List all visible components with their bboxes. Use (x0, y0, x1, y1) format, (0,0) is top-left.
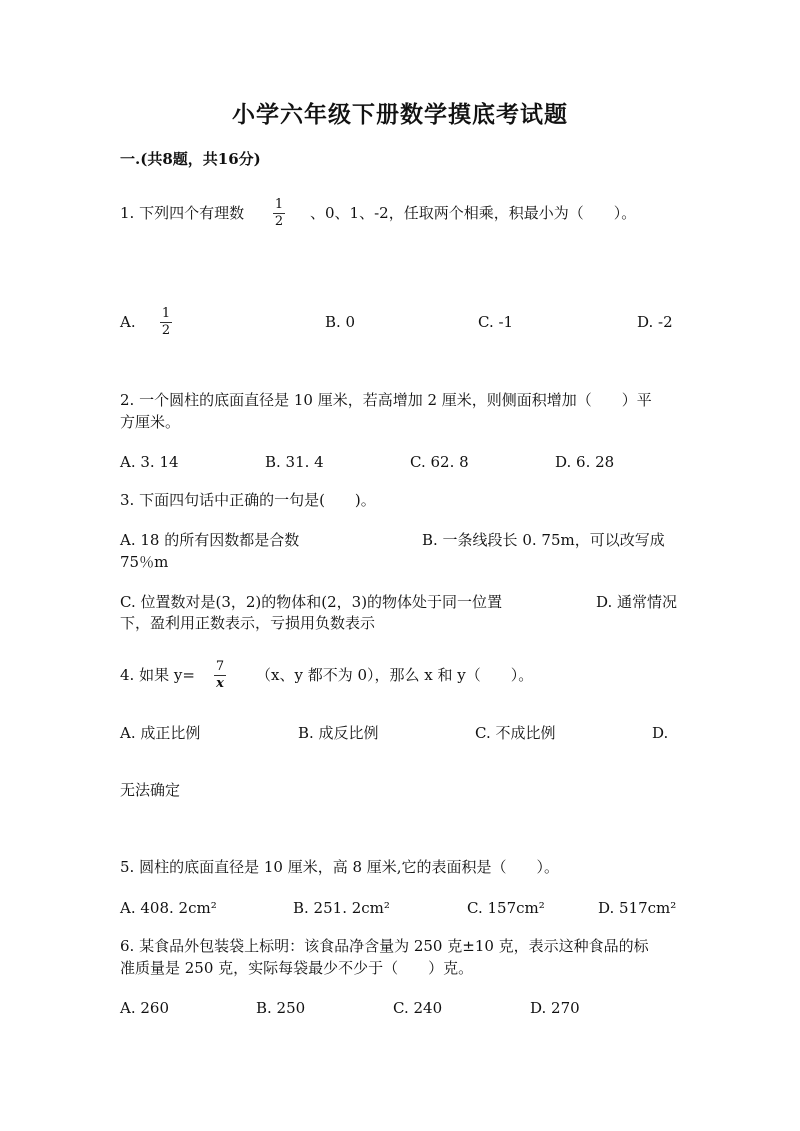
q2-option-a: A. 3. 14 (120, 453, 179, 471)
q6-option-a: A. 260 (120, 999, 169, 1017)
q4-option-b: B. 成反比例 (298, 724, 379, 742)
q4-option-a: A. 成正比例 (120, 724, 201, 742)
q1-option-c: C. -1 (478, 313, 514, 331)
q2-option-b: B. 31. 4 (265, 453, 324, 471)
q6-stem-line2: 准质量是 250 克，实际每袋最少不少于（ ）克。 (120, 959, 474, 977)
q1-option-b: B. 0 (325, 313, 356, 331)
q3-stem: 3. 下面四句话中正确的一句是( )。 (120, 491, 376, 509)
q3-option-b-cont: 75％m (120, 553, 169, 571)
q2-option-d: D. 6. 28 (555, 453, 615, 471)
q1-fraction-numerator: 1 (274, 197, 284, 212)
q6-option-b: B. 250 (256, 999, 306, 1017)
q1-fraction-denominator: 2 (274, 214, 284, 229)
q6-option-d: D. 270 (530, 999, 580, 1017)
q4-option-d: D. (652, 724, 669, 742)
q3-option-c: C. 位置数对是(3，2)的物体和(2，3)的物体处于同一位置 (120, 593, 503, 611)
q2-stem-line1: 2. 一个圆柱的底面直径是 10 厘米，若高增加 2 厘米，则侧面积增加（ ）平 (120, 391, 652, 409)
q4-stem-end: （x、y 都不为 0），那么 x 和 y（ ）。 (256, 666, 534, 684)
q5-option-d: D. 517cm² (598, 899, 677, 917)
q1-option-a-denominator: 2 (161, 323, 171, 338)
q6-stem-line1: 6. 某食品外包装袋上标明：该食品净含量为 250 克±10 克，表示这种食品的标 (120, 937, 649, 955)
q6-option-c: C. 240 (393, 999, 443, 1017)
q4-fraction-denominator: x (216, 676, 224, 691)
q2-option-c: C. 62. 8 (410, 453, 469, 471)
q3-option-d: D. 通常情况 (596, 593, 678, 611)
q5-option-a: A. 408. 2cm² (120, 899, 217, 917)
section-heading: 一.(共8题，共16分) (120, 150, 261, 168)
q1-option-a-fraction (160, 307, 172, 338)
q4-option-c: C. 不成比例 (475, 724, 556, 742)
q1-option-a-numerator: 1 (161, 306, 171, 321)
q2-stem-line2: 方厘米。 (120, 413, 181, 431)
q5-option-c: C. 157cm² (467, 899, 545, 917)
q1-option-d: D. -2 (637, 313, 673, 331)
q4-fraction-numerator: 7 (215, 659, 225, 674)
q5-option-b: B. 251. 2cm² (293, 899, 390, 917)
q1-option-a: A. (120, 313, 136, 331)
q3-option-a: A. 18 的所有因数都是合数 (120, 531, 300, 549)
q3-option-d-cont: 下，盈利用正数表示，亏损用负数表示 (120, 614, 376, 632)
q4-fraction (214, 660, 226, 691)
q4-option-d-cont: 无法确定 (120, 781, 181, 799)
page-title: 小学六年级下册数学摸底考试题 (232, 101, 568, 128)
q3-option-b: B. 一条线段长 0. 75m，可以改写成 (422, 531, 665, 549)
q4-stem-start: 4. 如果 y= (120, 666, 195, 684)
q1-fraction (273, 198, 285, 229)
q5-stem: 5. 圆柱的底面直径是 10 厘米，高 8 厘米,它的表面积是（ ）。 (120, 858, 560, 876)
q1-stem-end: 、0、1、-2，任取两个相乘，积最小为（ ）。 (310, 204, 637, 222)
q1-stem-start: 1. 下列四个有理数 (120, 204, 245, 222)
